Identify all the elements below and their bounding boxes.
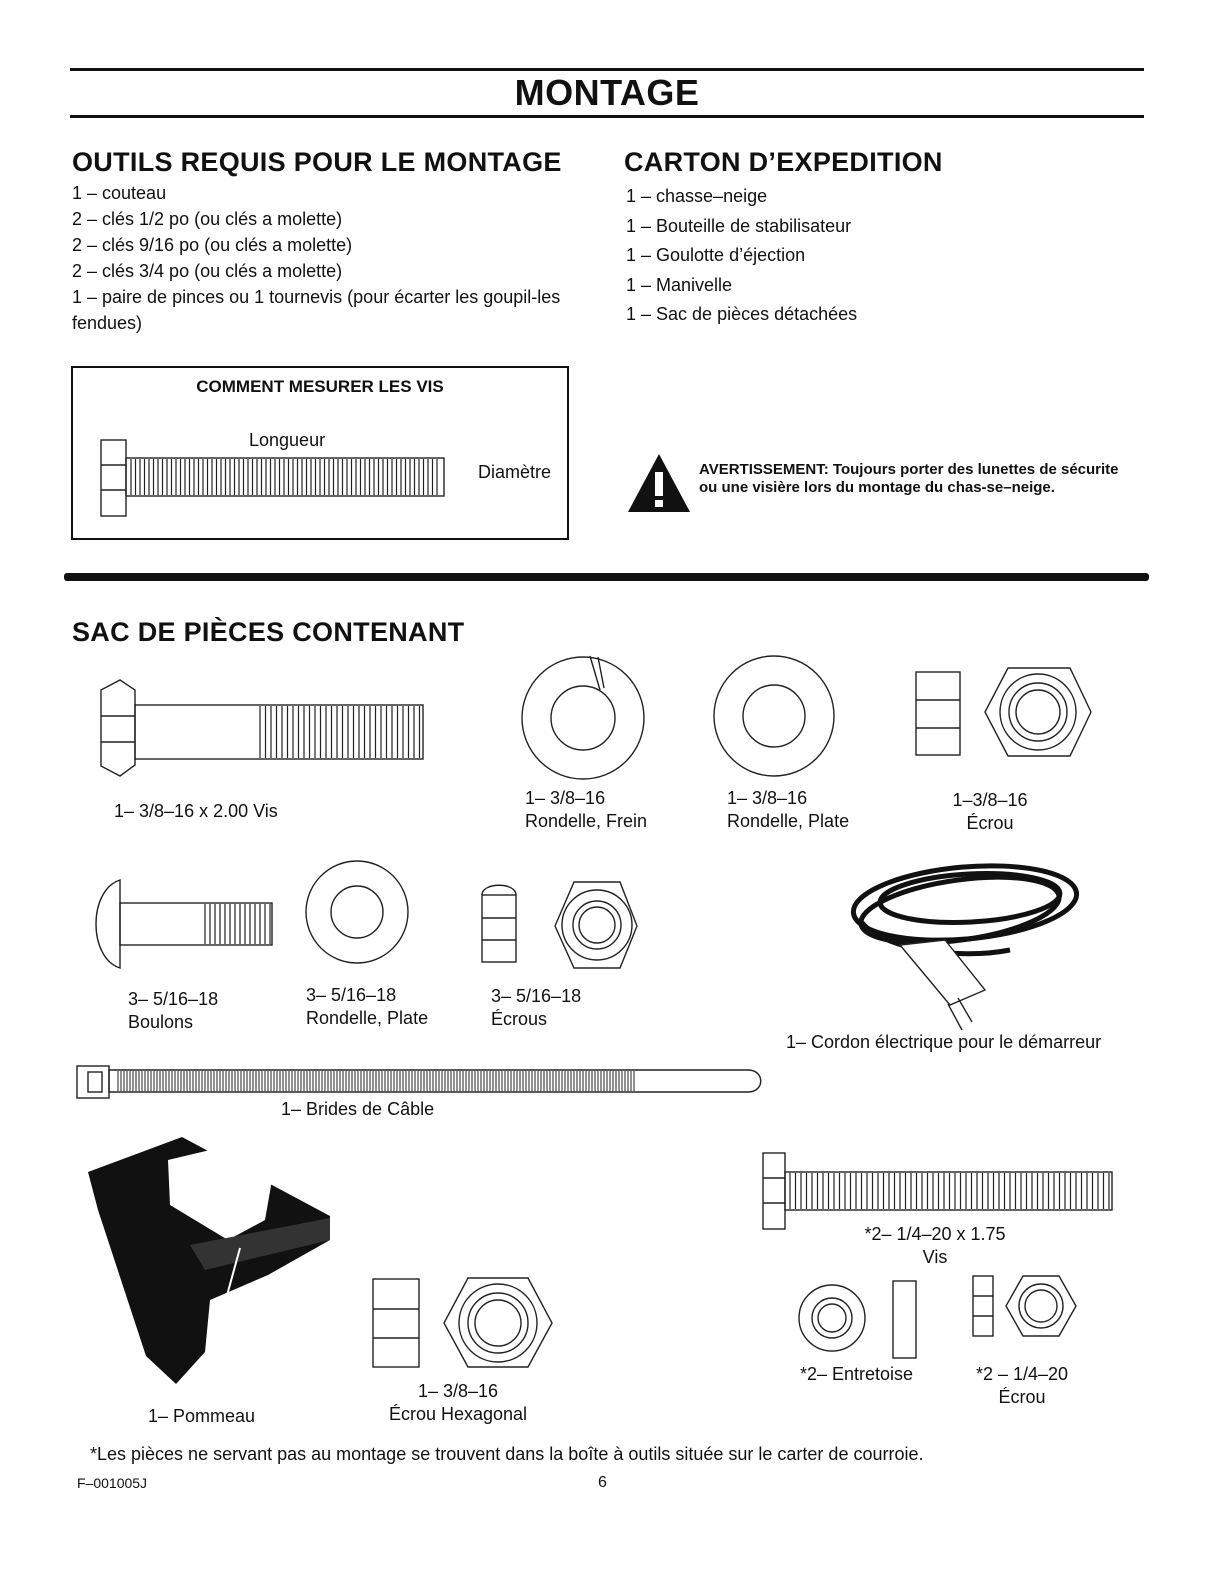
cable-tie-caption: 1– Brides de Câble [281, 1099, 435, 1119]
list-item: 1 – chasse–neige [626, 186, 768, 206]
hex-nut-icon [373, 1278, 552, 1367]
parts-heading: SAC DE PIÈCES CONTENANT [72, 617, 465, 647]
list-item: 1 – Sac de pièces détachées [626, 304, 858, 324]
hex-nut-caption: 1– 3/8–16 Écrou Hexagonal [388, 1381, 528, 1424]
warning-text: AVERTISSEMENT: Toujours porter des lunettes de sécurite ou une visière lors du montage du chas-se–neige. [699, 461, 1119, 496]
flat-washer-caption: 1– 3/8–16 Rondelle, Plate [727, 788, 850, 831]
diameter-label: Diamètre [478, 462, 552, 482]
small-nut-caption: *2 – 1/4–20 Écrou [975, 1364, 1069, 1407]
document-code: F–001005J [77, 1475, 148, 1491]
list-item: 2 – clés 9/16 po (ou clés a molette) [72, 235, 353, 255]
measure-box-title: COMMENT MESURER LES VIS [196, 377, 444, 396]
knob-caption: 1– Pommeau [148, 1406, 256, 1426]
small-flat-washer-caption: 3– 5/16–18 Rondelle, Plate [306, 985, 429, 1028]
list-item: 1 – Manivelle [626, 274, 733, 295]
lock-washer-caption: 1– 3/8–16 Rondelle, Frein [525, 788, 648, 831]
bolt-caption: 1– 3/8–16 x 2.00 Vis [114, 801, 278, 821]
carton-heading: CARTON D’EXPEDITION [624, 147, 943, 177]
list-item: 1 – Bouteille de stabilisateur [626, 215, 852, 236]
small-nut-icon [973, 1276, 1076, 1336]
list-item: 1 – couteau [72, 183, 167, 203]
length-label: Longueur [249, 430, 326, 450]
electric-cord-icon [850, 857, 1079, 953]
list-item: 1 – Goulotte d’éjection [626, 245, 806, 265]
spacer-icon [799, 1281, 916, 1358]
list-item: 1 – paire de pinces ou 1 tournevis (pour écarter les goupil-les fendues) [72, 287, 561, 333]
nut-icon [916, 668, 1091, 756]
knob-icon [88, 1137, 330, 1384]
footnote: *Les pièces ne servant pas au montage se trouvent dans la boîte à outils située sur le carter de courroie. [90, 1444, 924, 1464]
list-item: 2 – clés 1/2 po (ou clés a molette) [72, 209, 343, 229]
spacer-caption: *2– Entretoise [800, 1364, 914, 1384]
carriage-bolts-caption: 3– 5/16–18 Boulons [128, 989, 219, 1032]
page-title: MONTAGE [514, 72, 700, 113]
cord-caption: 1– Cordon électrique pour le démarreur [786, 1032, 1102, 1052]
small-flat-washer-icon [306, 861, 408, 963]
lock-nut-icon [482, 882, 637, 968]
carriage-bolt-icon [96, 880, 272, 968]
nut-caption: 1–3/8–16 Écrou [952, 790, 1028, 833]
list-item: 2 – clés 3/4 po (ou clés a molette) [72, 261, 343, 281]
screw-caption: *2– 1/4–20 x 1.75 Vis [864, 1224, 1006, 1267]
page-number: 6 [598, 1474, 607, 1491]
tools-heading: OUTILS REQUIS POUR LE MONTAGE [72, 147, 562, 177]
cable-tie-icon [77, 1066, 761, 1098]
flat-washer-icon [714, 656, 834, 776]
lock-nuts-caption: 3– 5/16–18 Écrous [491, 986, 582, 1029]
bolt-icon [101, 680, 423, 776]
lock-washer-icon [522, 656, 644, 779]
